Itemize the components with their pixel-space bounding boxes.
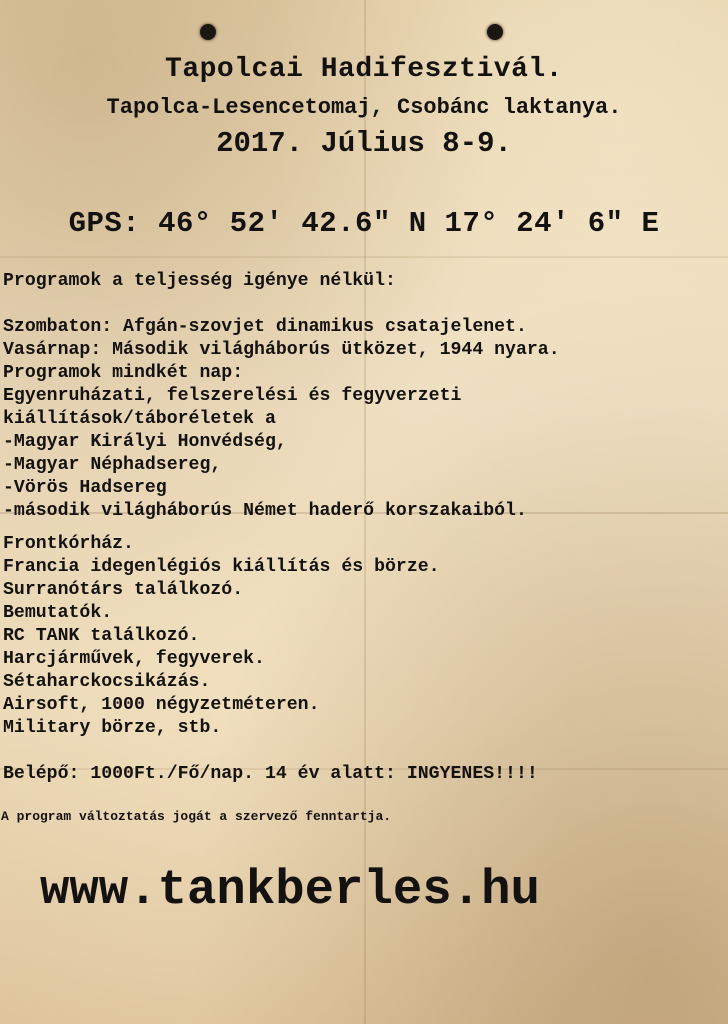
schedule-line: Programok mindkét nap:	[3, 363, 244, 383]
festival-date: 2017. Július 8-9.	[216, 127, 512, 160]
program-item: Airsoft, 1000 négyzetméteren.	[3, 695, 320, 715]
punch-hole-left	[200, 24, 216, 40]
program-item: Sétaharckocsikázás.	[3, 672, 211, 692]
gps-coordinates: GPS: 46° 52' 42.6" N 17° 24' 6" E	[68, 207, 660, 240]
program-item: Harcjárművek, fegyverek.	[3, 649, 265, 669]
schedule-line: Vasárnap: Második világháborús ütközet, 1944 nyara.	[3, 340, 560, 360]
entry-fee: Belépő: 1000Ft./Fő/nap. 14 év alatt: INGYENES!!!!	[3, 764, 538, 784]
program-item: Surranótárs találkozó.	[3, 580, 244, 600]
program-item: Frontkórház.	[3, 534, 134, 554]
programs-intro: Programok a teljesség igénye nélkül:	[3, 271, 396, 291]
program-item: Military börze, stb.	[3, 718, 222, 738]
punch-hole-right	[487, 24, 503, 40]
program-item: Francia idegenlégiós kiállítás és börze.	[3, 557, 440, 577]
schedule-line: -Magyar Királyi Honvédség,	[3, 432, 287, 452]
disclaimer: A program változtatás jogát a szervező fenntartja.	[1, 809, 392, 824]
schedule-line: -második világháborús Német haderő korszakaiból.	[3, 501, 527, 521]
schedule-line: Egyenruházati, felszerelési és fegyverzeti	[3, 386, 462, 406]
schedule-line: Szombaton: Afgán-szovjet dinamikus csatajelenet.	[3, 317, 527, 337]
website-link[interactable]: www.tankberles.hu	[40, 862, 540, 918]
schedule-line: kiállítások/táboréletek a	[3, 409, 276, 429]
program-item: Bemutatók.	[3, 603, 113, 623]
program-item: RC TANK találkozó.	[3, 626, 200, 646]
schedule-line: -Vörös Hadsereg	[3, 478, 167, 498]
festival-title: Tapolcai Hadifesztivál.	[165, 54, 563, 85]
festival-location: Tapolca-Lesencetomaj, Csobánc laktanya.	[106, 95, 622, 120]
schedule-line: -Magyar Néphadsereg,	[3, 455, 222, 475]
